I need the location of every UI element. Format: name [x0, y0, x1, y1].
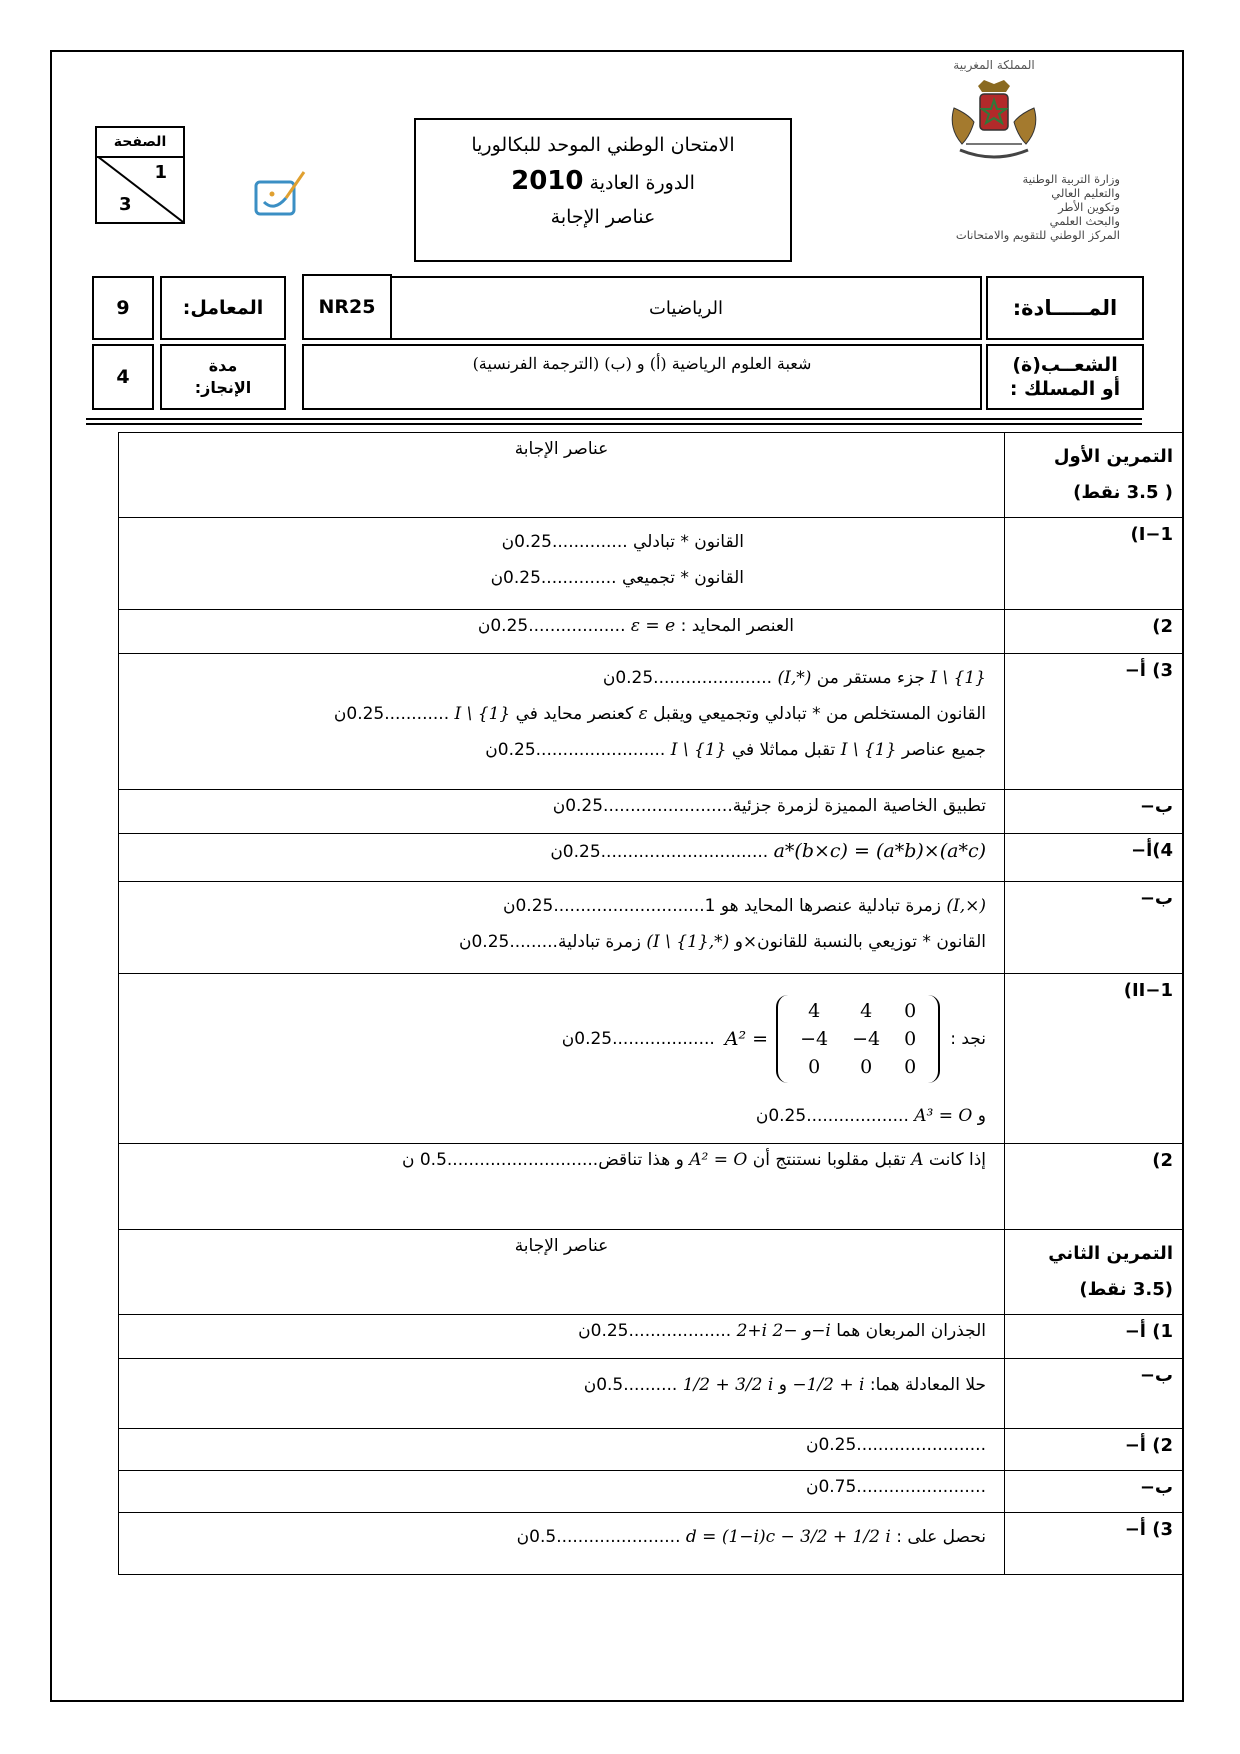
- matrix-row: [788, 997, 928, 1025]
- ministry-block: [868, 58, 1120, 242]
- answer-text: إذا كانت: [928, 1150, 986, 1170]
- answers-header: عناصر الإجابة: [119, 1230, 1005, 1315]
- page-label: الصفحة: [97, 128, 183, 158]
- answer-cell: [119, 518, 1005, 610]
- matrix-row: [788, 1053, 928, 1081]
- answer-score: ..........0.5ن: [583, 1375, 678, 1395]
- answer-text: نجد :: [950, 1029, 986, 1049]
- answer-math: (I,*): [777, 668, 812, 688]
- answer-math: (I,×): [946, 896, 986, 916]
- answer-cell: [119, 1513, 1005, 1575]
- answer-line: [127, 1098, 986, 1134]
- answer-text: زمرة تبادلية عنصرها المحايد هو 1............................0.25ن: [502, 896, 941, 916]
- answer-math: (I \ {1},*): [646, 932, 730, 952]
- kingdom-label: المملكة المغربية: [953, 58, 1035, 72]
- doc-kind: عناصر الإجابة: [550, 206, 656, 228]
- question-label: 2): [1005, 610, 1184, 654]
- answer-text: زمرة تبادلية.........0.25ن: [458, 932, 642, 952]
- duration-value: 4: [92, 344, 154, 410]
- duration-label: [160, 344, 286, 410]
- answer-text: كعنصر محايد في: [515, 704, 634, 724]
- answer-text: حلا المعادلة هما:: [869, 1375, 986, 1395]
- subject-value: الرياضيات: [390, 276, 982, 340]
- table-row: [119, 974, 1184, 1144]
- matrix-cell: 0: [904, 1000, 917, 1022]
- answer-score: ........................0.75ن: [119, 1471, 1005, 1513]
- answer-line: [127, 660, 986, 696]
- matrix-row: [788, 1025, 928, 1053]
- answer-text: الجذران المربعان هما: [836, 1321, 986, 1341]
- exercise-title-cell: [1005, 1230, 1184, 1315]
- answer-score: ...................0.25ن: [561, 1029, 715, 1049]
- ministry-line: والتعليم العالي: [1051, 186, 1120, 200]
- question-label: ب−: [1005, 1359, 1184, 1429]
- matrix-block: [725, 995, 940, 1083]
- coef-label: المعامل:: [160, 276, 286, 340]
- answer-table: [118, 432, 1184, 1575]
- answer-line: [127, 924, 986, 960]
- table-row: [119, 1471, 1184, 1513]
- question-label: II−1): [1005, 974, 1184, 1144]
- ministry-lines: [868, 172, 1120, 242]
- subject-label: المـــــادة:: [986, 276, 1144, 340]
- answer-cell: [119, 654, 1005, 790]
- branch-value: شعبة العلوم الرياضية (أ) و (ب) (الترجمة الفرنسية): [302, 344, 982, 410]
- table-row: [119, 610, 1184, 654]
- exercise-title: التمرين الأول: [1053, 446, 1173, 467]
- question-label: ب−: [1005, 790, 1184, 834]
- answer-text: و: [778, 1375, 787, 1395]
- exercise-points: ( 3.5 نقط): [1073, 482, 1173, 503]
- exam-title: الامتحان الوطني الموحد للبكالوريا: [471, 134, 735, 156]
- table-row: [119, 1429, 1184, 1471]
- answer-math: A: [911, 1150, 924, 1170]
- answer-math: I \ {1}: [670, 740, 727, 760]
- matrix: [776, 995, 940, 1083]
- answer-cell: [119, 1144, 1005, 1230]
- answer-cell: [119, 610, 1005, 654]
- answer-math: I \ {1}: [454, 704, 511, 724]
- exercise-points: (3.5 نقط): [1079, 1279, 1173, 1300]
- answer-text: و: [977, 1106, 986, 1126]
- answer-text: و هذا تناقض............................0.5 ن: [401, 1150, 684, 1170]
- exercise-title: التمرين الثاني: [1048, 1243, 1173, 1264]
- table-row: [119, 1230, 1184, 1315]
- ministry-line: والبحث العلمي: [1049, 214, 1120, 228]
- session-line: [416, 166, 790, 196]
- table-row: [119, 834, 1184, 882]
- answer-math: ε: [638, 704, 648, 724]
- matrix-cell: −4: [852, 1028, 881, 1050]
- question-label: 1) أ−: [1005, 1315, 1184, 1359]
- answer-math: I \ {1}: [930, 668, 986, 688]
- duration-label-2: الإنجاز:: [194, 378, 252, 397]
- table-row: [119, 1315, 1184, 1359]
- question-label: I−1): [1005, 518, 1184, 610]
- answer-score: ........................0.25ن: [485, 740, 666, 760]
- answer-cell: [119, 1359, 1005, 1429]
- answer-math: A² =: [724, 1028, 769, 1050]
- question-label: 3) أ−: [1005, 1513, 1184, 1575]
- question-label: 3) أ−: [1005, 654, 1184, 790]
- exam-code: NR25: [302, 274, 392, 340]
- page-total: 3: [119, 194, 132, 215]
- answer-cell: [119, 882, 1005, 974]
- question-label: 4)أ−: [1005, 834, 1184, 882]
- answer-math: −1/2 + i: [792, 1375, 865, 1395]
- table-row: [119, 882, 1184, 974]
- answer-math: 2+i و −2−i: [736, 1321, 831, 1341]
- table-row: [119, 518, 1184, 610]
- answer-cell: [119, 1315, 1005, 1359]
- matrix-cell: 0: [904, 1056, 917, 1078]
- matrix-cell: 0: [860, 1056, 873, 1078]
- exercise-title-cell: [1005, 433, 1184, 518]
- question-label: ب−: [1005, 1471, 1184, 1513]
- matrix-cell: 0: [808, 1056, 821, 1078]
- session-year: 2010: [511, 166, 584, 196]
- answer-math: A² = O: [689, 1150, 748, 1170]
- coef-value: 9: [92, 276, 154, 340]
- table-row: [119, 790, 1184, 834]
- session-label: الدورة العادية: [589, 172, 695, 194]
- answer-text: جميع عناصر: [901, 740, 986, 760]
- answer-line: [127, 888, 986, 924]
- answer-score: .......................0.5ن: [516, 1527, 681, 1547]
- table-row: [119, 1513, 1184, 1575]
- answer-text: نحصل على :: [896, 1527, 986, 1547]
- answer-text: تطبيق الخاصية المميزة لزمرة جزئية........................0.25ن: [119, 790, 1005, 834]
- table-row: [119, 1359, 1184, 1429]
- answer-math: ε = e: [630, 616, 676, 636]
- answer-score: ...................0.25ن: [755, 1106, 909, 1126]
- answer-math: A³ = O: [914, 1106, 973, 1126]
- answer-score: ...............................0.25ن: [550, 842, 769, 862]
- table-row: [119, 1144, 1184, 1230]
- answer-math: I \ {1}: [840, 740, 897, 760]
- answer-line: القانون * تجميعي ..............0.25ن: [490, 568, 744, 588]
- exam-title-box: [414, 118, 792, 262]
- header-rule: [86, 418, 1142, 420]
- question-label: 2) أ−: [1005, 1429, 1184, 1471]
- answer-text: القانون المستخلص من * تبادلي وتجميعي ويقبل: [653, 704, 986, 724]
- question-label: 2): [1005, 1144, 1184, 1230]
- answer-math: a*(b×c) = (a*b)×(a*c): [773, 840, 986, 862]
- matrix-cell: −4: [800, 1028, 829, 1050]
- answer-cell: [119, 834, 1005, 882]
- answer-score: ..................0.25ن: [477, 616, 626, 636]
- duration-label-1: مدة: [208, 356, 238, 375]
- ministry-line: وزارة التربية الوطنية: [1022, 172, 1120, 186]
- branch-label-2: أو المسلك :: [1009, 378, 1121, 400]
- answer-score: ........................0.25ن: [119, 1429, 1005, 1471]
- answer-score: ......................0.25ن: [602, 668, 773, 688]
- branch-label: [986, 344, 1144, 410]
- answer-score: ............0.25ن: [333, 704, 450, 724]
- answer-line: القانون * تبادلي ..............0.25ن: [501, 532, 744, 552]
- center-label: المركز الوطني للتقويم والامتحانات: [955, 228, 1120, 242]
- answer-line: [127, 696, 986, 732]
- answer-math: d = (1−i)c − 3/2 + 1/2 i: [685, 1527, 891, 1547]
- answer-score: ...................0.25ن: [578, 1321, 732, 1341]
- branch-label-1: الشعــب(ة): [1012, 354, 1118, 376]
- answer-line: [127, 732, 986, 768]
- table-row: [119, 654, 1184, 790]
- answer-text: تقبل مماثلا في: [731, 740, 836, 760]
- ministry-line: وتكوين الأطر: [1058, 200, 1120, 214]
- answer-text: القانون * توزيعي بالنسبة للقانون×و: [734, 932, 986, 952]
- matrix-cell: 0: [904, 1028, 917, 1050]
- answer-text: العنصر المحايد :: [680, 616, 794, 636]
- answer-cell: [119, 974, 1005, 1144]
- royal-emblem-icon: [940, 78, 1048, 164]
- matrix-cell: 4: [808, 1000, 821, 1022]
- answer-text: تقبل مقلوبا نستنتج أن: [752, 1150, 906, 1170]
- answer-line: [127, 980, 986, 1098]
- matrix-grid: [788, 997, 928, 1081]
- cnee-logo-icon: [250, 168, 312, 218]
- matrix-cell: 4: [860, 1000, 873, 1022]
- answer-math: 1/2 + 3/2 i: [682, 1375, 774, 1395]
- page-diagonal: [97, 156, 183, 222]
- answer-text: جزء مستقر من: [816, 668, 925, 688]
- answers-header: عناصر الإجابة: [119, 433, 1005, 518]
- table-row: [119, 433, 1184, 518]
- page-number-box: [95, 126, 185, 224]
- question-label: ب−: [1005, 882, 1184, 974]
- page-current: 1: [154, 162, 167, 183]
- header-rule: [86, 423, 1142, 425]
